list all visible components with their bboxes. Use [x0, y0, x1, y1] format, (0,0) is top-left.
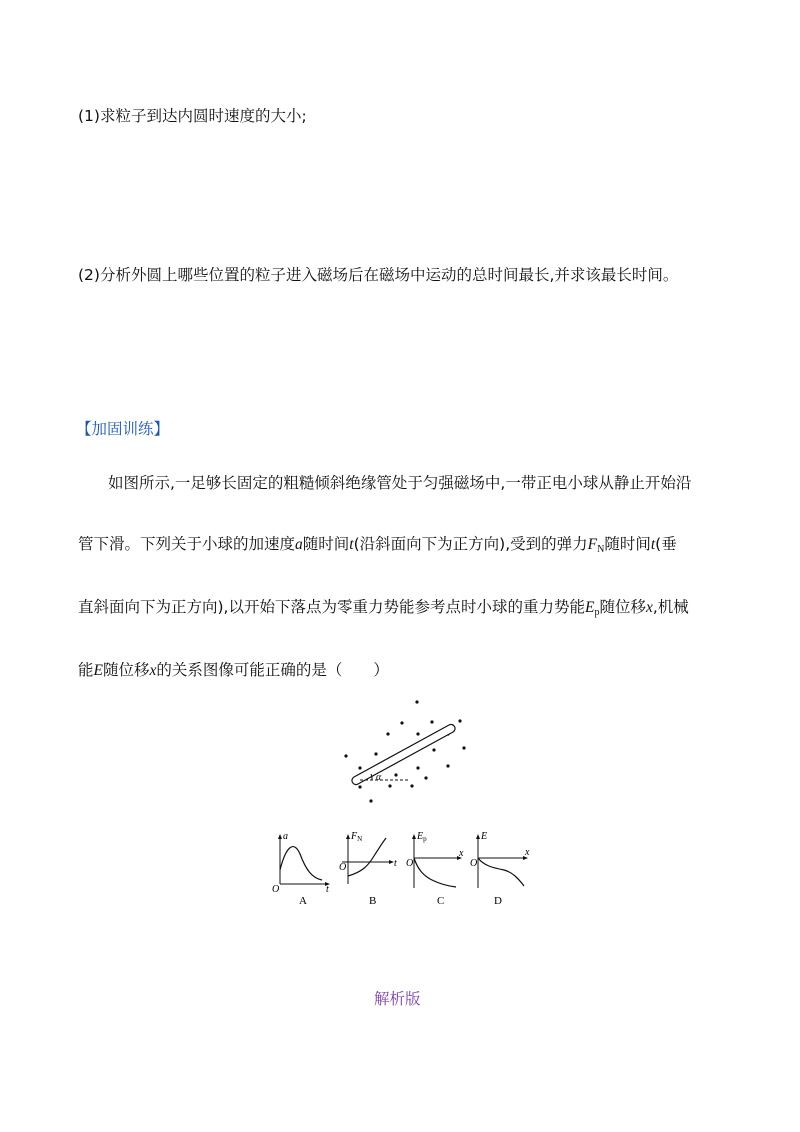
- graph-b: [338, 828, 406, 910]
- graph-b-origin: O: [339, 862, 347, 873]
- graph-b-label: B: [369, 895, 377, 907]
- problem-line-1: 如图所示,一足够长固定的粗糙倾斜绝缘管处于匀强磁场中,一带正电小球从静止开始沿: [108, 474, 692, 492]
- graph-c-origin: O: [406, 858, 414, 869]
- graph-c-label: C: [437, 895, 445, 907]
- question-1: (1)求粒子到达内圆时速度的大小;: [78, 107, 307, 125]
- graph-d-origin: O: [470, 858, 478, 869]
- graph-a-x-label: t: [326, 884, 329, 895]
- problem-line-3: 直斜面向下为正方向),以开始下落点为零重力势能参考点时小球的重力势能$E_p$随位移x,机械: [78, 598, 689, 618]
- tube-field-figure: [330, 690, 480, 810]
- graph-d-curve: [478, 858, 524, 886]
- graph-a-curve: [280, 847, 322, 880]
- graph-c-x-label: x: [459, 848, 464, 859]
- question-2: (2)分析外圆上哪些位置的粒子进入磁场后在磁场中运动的总时间最长,并求该最长时间。: [78, 266, 679, 284]
- graph-a-origin: O: [272, 884, 280, 895]
- graph-a-label: A: [299, 895, 307, 907]
- graph-b-y-label: $F_N$: [351, 831, 363, 843]
- graph-d-label: D: [494, 895, 502, 907]
- graph-a: [270, 828, 338, 910]
- problem-line-4: 能E随位移x的关系图像可能正确的是（ ）: [78, 661, 389, 679]
- graph-a-y-label: a: [283, 831, 288, 842]
- graph-c-curve: [414, 858, 456, 887]
- graph-c-y-label: $E_p$: [417, 831, 427, 843]
- problem-line-2: 管下滑。下列关于小球的加速度a随时间t(沿斜面向下为正方向),受到的弹力$F_N$随时间t(垂: [78, 535, 677, 555]
- graph-c: [404, 828, 472, 910]
- graph-d-x-label: x: [525, 847, 530, 858]
- graph-b-x-label: t: [394, 858, 397, 869]
- inclined-tube: [352, 724, 455, 784]
- graph-d-y-label: E: [481, 831, 488, 842]
- section-title: 【加固训练】: [76, 420, 170, 438]
- angle-label: α: [376, 772, 382, 783]
- graph-d: [468, 828, 536, 910]
- graph-b-curve: [348, 838, 386, 876]
- footer-label: 解析版: [374, 990, 421, 1008]
